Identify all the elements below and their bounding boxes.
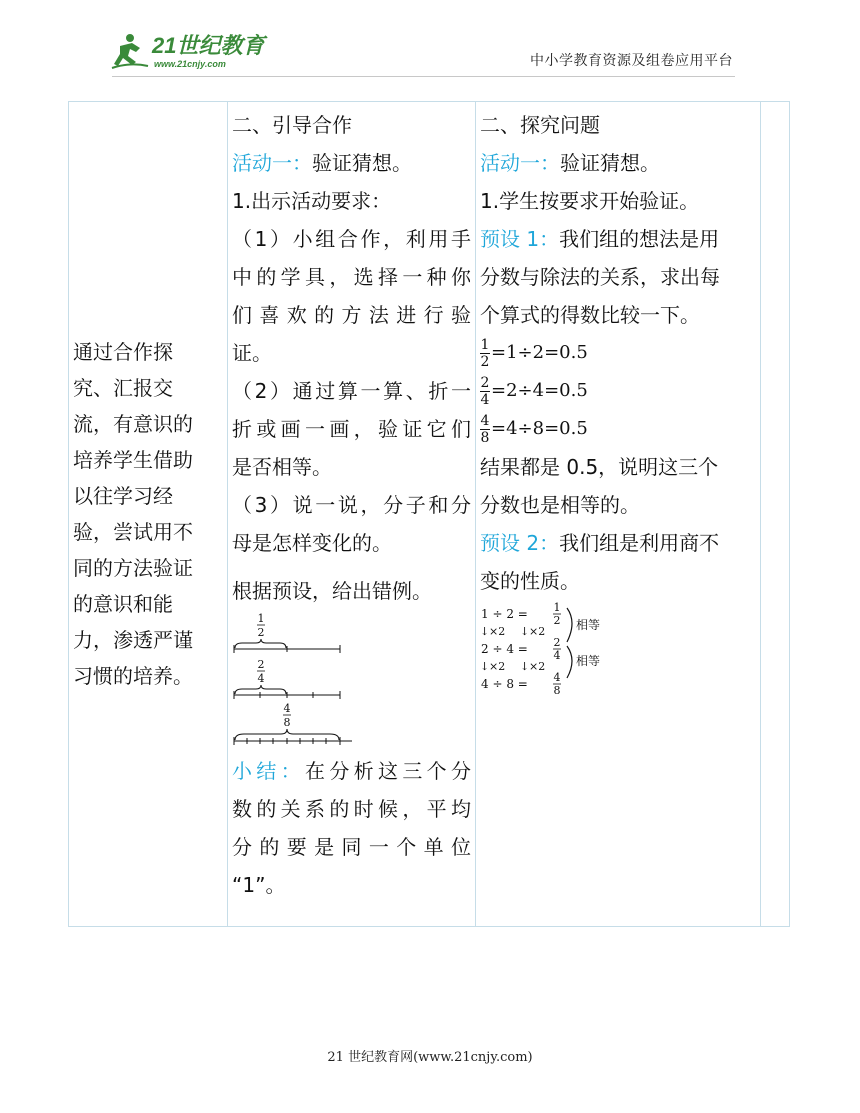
goal-line: 的意识和能 <box>73 592 173 616</box>
requirement-3: （3）说一说，分子和分 <box>232 493 471 517</box>
svg-text:×2: ×2 <box>489 625 506 638</box>
summary-line: 数的关系的时候，平均 <box>232 797 471 821</box>
diagram-frac-num: 4 <box>283 702 291 715</box>
diagram-frac-num: 1 <box>257 612 265 625</box>
summary-label: 小结： <box>232 759 305 783</box>
svg-text:×2: ×2 <box>529 660 546 673</box>
requirement-2: 折或画一画，验证它们 <box>232 417 471 441</box>
lesson-table <box>68 101 790 927</box>
result-line: 结果都是 0.5，说明这三个 <box>480 455 719 479</box>
summary-line <box>232 752 471 790</box>
requirement-2: （2）通过算一算、折一 <box>232 379 471 403</box>
svg-text:2: 2 <box>553 614 561 627</box>
svg-text:4: 4 <box>553 649 561 662</box>
page-header <box>0 0 860 90</box>
svg-text:↓: ↓ <box>520 625 530 638</box>
diagram-frac-den: 2 <box>257 626 265 639</box>
summary-text: 在分析这三个分 <box>305 759 471 783</box>
activity-label: 活动一： <box>232 151 312 175</box>
activity-text: 验证猜想。 <box>312 151 412 175</box>
preset-2-text: 我们组是利用商不 <box>559 531 720 555</box>
svg-text:1: 1 <box>553 602 561 614</box>
logo-url: www.21cnjy.com <box>154 59 226 69</box>
svg-text:↓: ↓ <box>520 660 530 673</box>
goal-line: 力，渗透严谨 <box>73 628 193 652</box>
svg-text:×2: ×2 <box>529 625 546 638</box>
fraction-bar-diagram <box>232 612 352 752</box>
goal-line: 培养学生借助 <box>73 448 193 472</box>
goal-line: 验，尝试用不 <box>73 520 193 544</box>
runner-logo-icon <box>112 34 148 68</box>
requirement-title: 1.出示活动要求： <box>232 189 392 213</box>
equal-label: 相等 <box>576 654 601 668</box>
goal-text <box>69 334 227 694</box>
activity-label: 活动一： <box>480 151 560 175</box>
preset-2-label: 预设 2： <box>480 531 560 555</box>
requirement-1: 证。 <box>232 341 272 365</box>
quotient-property-diagram <box>480 602 620 694</box>
diagram-frac-den: 8 <box>283 716 291 729</box>
logo-21cnjy <box>110 28 310 74</box>
preset-1-label: 预设 1： <box>480 227 560 251</box>
student-activity-cell <box>476 102 761 927</box>
goal-line: 通过合作探 <box>73 340 173 364</box>
fraction: $\frac{4}{8}$ <box>480 412 490 446</box>
requirement-1: 中的学具，选择一种你 <box>232 265 471 289</box>
preset-1-line: 分数与除法的关系，求出每 <box>480 265 720 289</box>
goal-line: 究、汇报交 <box>73 376 173 400</box>
fraction: $\frac{2}{4}$ <box>480 374 490 408</box>
equation-text: =2÷4=0.5 <box>491 380 588 401</box>
header-divider <box>112 76 735 77</box>
preset-2-line <box>480 524 756 562</box>
activity-line <box>480 144 756 182</box>
svg-text:↓: ↓ <box>480 660 490 673</box>
equation-text: =4÷8=0.5 <box>491 418 588 439</box>
page-footer: 21 世纪教育网(www.21cnjy.com) <box>327 1050 533 1065</box>
error-example-intro: 根据预设，给出错例。 <box>232 579 432 603</box>
svg-text:×2: ×2 <box>489 660 506 673</box>
svg-text:4: 4 <box>553 671 561 684</box>
svg-text:↓: ↓ <box>480 625 490 638</box>
preset-2-line: 变的性质。 <box>480 569 580 593</box>
teacher-activity-cell <box>228 102 476 927</box>
goal-line: 习惯的培养。 <box>73 664 193 688</box>
preset-1-line: 个算式的得数比较一下。 <box>480 303 700 327</box>
table-row <box>69 102 790 927</box>
requirement-1: （1）小组合作，利用手 <box>232 227 471 251</box>
requirement-1: 们喜欢的方法进行验 <box>232 303 471 327</box>
requirement-3: 母是怎样变化的。 <box>232 531 392 555</box>
goal-line: 以往学习经 <box>73 484 173 508</box>
summary-line: 分的要是同一个单位 <box>232 835 471 859</box>
svg-text:2: 2 <box>553 636 561 649</box>
svg-text:8: 8 <box>553 684 561 694</box>
student-step: 1.学生按要求开始验证。 <box>480 189 700 213</box>
equation-row <box>480 334 756 372</box>
activity-text: 验证猜想。 <box>560 151 660 175</box>
goal-line: 同的方法验证 <box>73 556 193 580</box>
requirement-2: 是否相等。 <box>232 455 332 479</box>
empty-cell <box>761 102 790 927</box>
result-line: 分数也是相等的。 <box>480 493 640 517</box>
equation-row <box>480 372 756 410</box>
equation-row <box>480 410 756 448</box>
quotient-row: 4 ÷ 8 = <box>481 677 528 691</box>
quotient-row: 2 ÷ 4 = <box>481 642 528 656</box>
equal-label: 相等 <box>576 618 601 632</box>
quotient-row: 1 ÷ 2 = <box>481 607 528 621</box>
fraction: $\frac{1}{2}$ <box>480 336 490 370</box>
preset-1-line <box>480 220 756 258</box>
diagram-frac-den: 4 <box>257 672 265 685</box>
header-platform-text: 中小学教育资源及组卷应用平台 <box>530 53 733 69</box>
goal-cell <box>69 102 228 927</box>
activity-line <box>232 144 471 182</box>
diagram-frac-num: 2 <box>257 658 265 671</box>
summary-line: “1”。 <box>232 873 286 897</box>
section-heading: 二、探究问题 <box>480 113 600 137</box>
equation-text: =1÷2=0.5 <box>491 342 588 363</box>
section-heading: 二、引导合作 <box>232 113 352 137</box>
logo-text: 21世纪教育 <box>152 33 265 58</box>
preset-1-text: 我们组的想法是用 <box>559 227 720 251</box>
goal-line: 流，有意识的 <box>73 412 193 436</box>
